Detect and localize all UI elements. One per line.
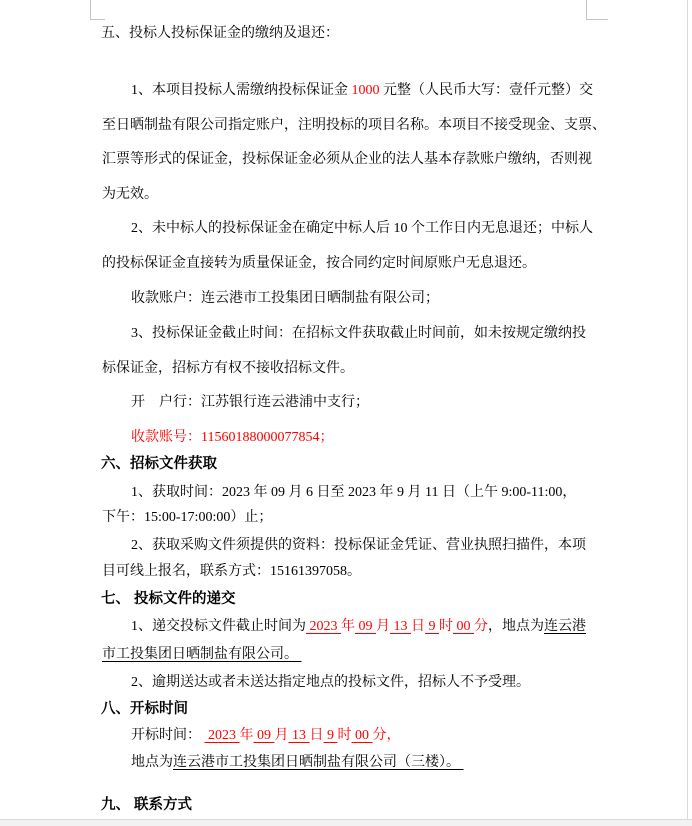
- text-segment: 目可线上报名，联系方式：15161397058。: [102, 564, 361, 579]
- text-segment: 市工投集团日晒制盐有限公司。: [102, 647, 302, 662]
- text-segment: 收款账户：连云港市工投集团日晒制盐有限公司；: [131, 291, 439, 306]
- text-segment: 1000: [351, 83, 380, 98]
- bid-opening-place: [131, 754, 464, 771]
- text-segment: 日: [411, 619, 425, 634]
- text-segment: 3、投标保证金截止时间：在招标文件获取截止时间前，如未按规定缴纳投: [131, 326, 586, 341]
- text-segment: 日: [309, 728, 324, 743]
- text-segment: 分: [474, 619, 488, 634]
- text-segment: 地点为: [131, 755, 173, 770]
- text-segment: 9: [323, 728, 338, 743]
- text-segment: 七、 投标文件的递交: [101, 591, 236, 607]
- para-deposit-amount-line-2: [102, 117, 606, 134]
- text-segment: 下午：15:00-17:00:00）止；: [102, 510, 273, 525]
- text-segment: 00: [351, 728, 373, 743]
- text-segment: 时: [439, 619, 453, 634]
- para-deadline-line-1: [131, 325, 586, 342]
- para-deadline-line-2: [102, 360, 354, 377]
- text-segment: 1、获取时间：2023 年 09 月 6 日至 2023 年 9 月 11 日（上午 9:00-11:00，: [131, 485, 577, 500]
- payee-account-name: [131, 290, 439, 307]
- text-segment: 六、招标文件获取: [101, 456, 217, 472]
- text-segment: 13: [390, 619, 411, 634]
- para-deposit-amount-line-1: [131, 82, 593, 99]
- para-late-submission: [131, 674, 530, 691]
- text-segment: 1、递交投标文件截止时间为: [131, 619, 306, 634]
- payee-account-number: [131, 429, 333, 446]
- text-segment: 2、未中标人的投标保证金在确定中标人后 10 个工作日内无息退还；中标人: [131, 221, 593, 236]
- text-segment: 为无效。: [102, 187, 158, 202]
- text-segment: 2、获取采购文件须提供的资料：投标保证金凭证、营业执照扫描件，本项: [131, 538, 586, 553]
- para-obtain-materials-line-2: [102, 563, 361, 580]
- text-segment: 2023: [204, 728, 240, 743]
- text-segment: 1、本项目投标人需缴纳投标保证金: [131, 83, 352, 98]
- text-segment: 分，: [372, 728, 401, 743]
- text-segment: 开 户行：江苏银行连云港浦中支行；: [131, 395, 369, 410]
- para-deposit-amount-line-3: [102, 151, 592, 168]
- section-heading-7: [101, 591, 236, 608]
- text-segment: 的投标保证金直接转为质量保证金，按合同约定时间原账户无息退还。: [102, 256, 536, 271]
- text-segment: 连云港: [544, 619, 586, 634]
- text-segment: 时: [337, 728, 352, 743]
- text-segment: 月: [376, 619, 390, 634]
- text-segment: 13: [288, 728, 310, 743]
- para-obtain-time-line-2: [102, 509, 272, 526]
- text-segment: 2、逾期送达或者未送达指定地点的投标文件，招标人不予受理。: [131, 675, 530, 690]
- text-segment: 开标时间：: [131, 728, 205, 743]
- text-segment: 月: [274, 728, 289, 743]
- text-segment: 元整（人民币大写：壹仟元整）交: [379, 83, 593, 98]
- para-refund-line-2: [102, 255, 536, 272]
- text-segment: 00: [453, 619, 474, 634]
- para-obtain-time-line-1: [131, 484, 576, 501]
- bid-opening-time: [131, 727, 401, 744]
- para-submission-deadline-line-1: [131, 618, 586, 635]
- para-submission-deadline-line-2: [102, 646, 302, 663]
- text-segment: 收款账号：11560188000077854；: [131, 430, 334, 445]
- text-segment: 2023: [306, 619, 341, 634]
- section-heading-8: [101, 701, 188, 718]
- bank-name: [131, 394, 369, 411]
- text-segment: 八、开标时间: [101, 701, 188, 717]
- text-segment: ，地点为: [488, 619, 544, 634]
- text-segment: 连云港市工投集团日晒制盐有限公司（三楼）。: [173, 755, 464, 770]
- text-segment: 9: [425, 619, 439, 634]
- section-heading-9: [101, 797, 192, 814]
- text-segment: 09: [253, 728, 275, 743]
- para-refund-line-1: [131, 220, 593, 237]
- text-segment: 汇票等形式的保证金，投标保证金必须从企业的法人基本存款账户缴纳，否则视: [102, 152, 592, 167]
- text-segment: 九、 联系方式: [101, 797, 193, 813]
- text-segment: 至日晒制盐有限公司指定账户，注明投标的项目名称。本项目不接受现金、支票、: [102, 118, 606, 133]
- text-segment: 09: [355, 619, 376, 634]
- para-deposit-amount-line-4: [102, 186, 158, 203]
- section-heading-6: [101, 456, 217, 473]
- text-segment: 年: [341, 619, 355, 634]
- text-segment: 五、投标人投标保证金的缴纳及退还：: [101, 26, 339, 41]
- para-obtain-materials-line-1: [131, 537, 586, 554]
- section-heading-5: [101, 25, 339, 42]
- text-segment: 标保证金，招标方有权不接收招标文件。: [102, 361, 354, 376]
- text-segment: 年: [239, 728, 254, 743]
